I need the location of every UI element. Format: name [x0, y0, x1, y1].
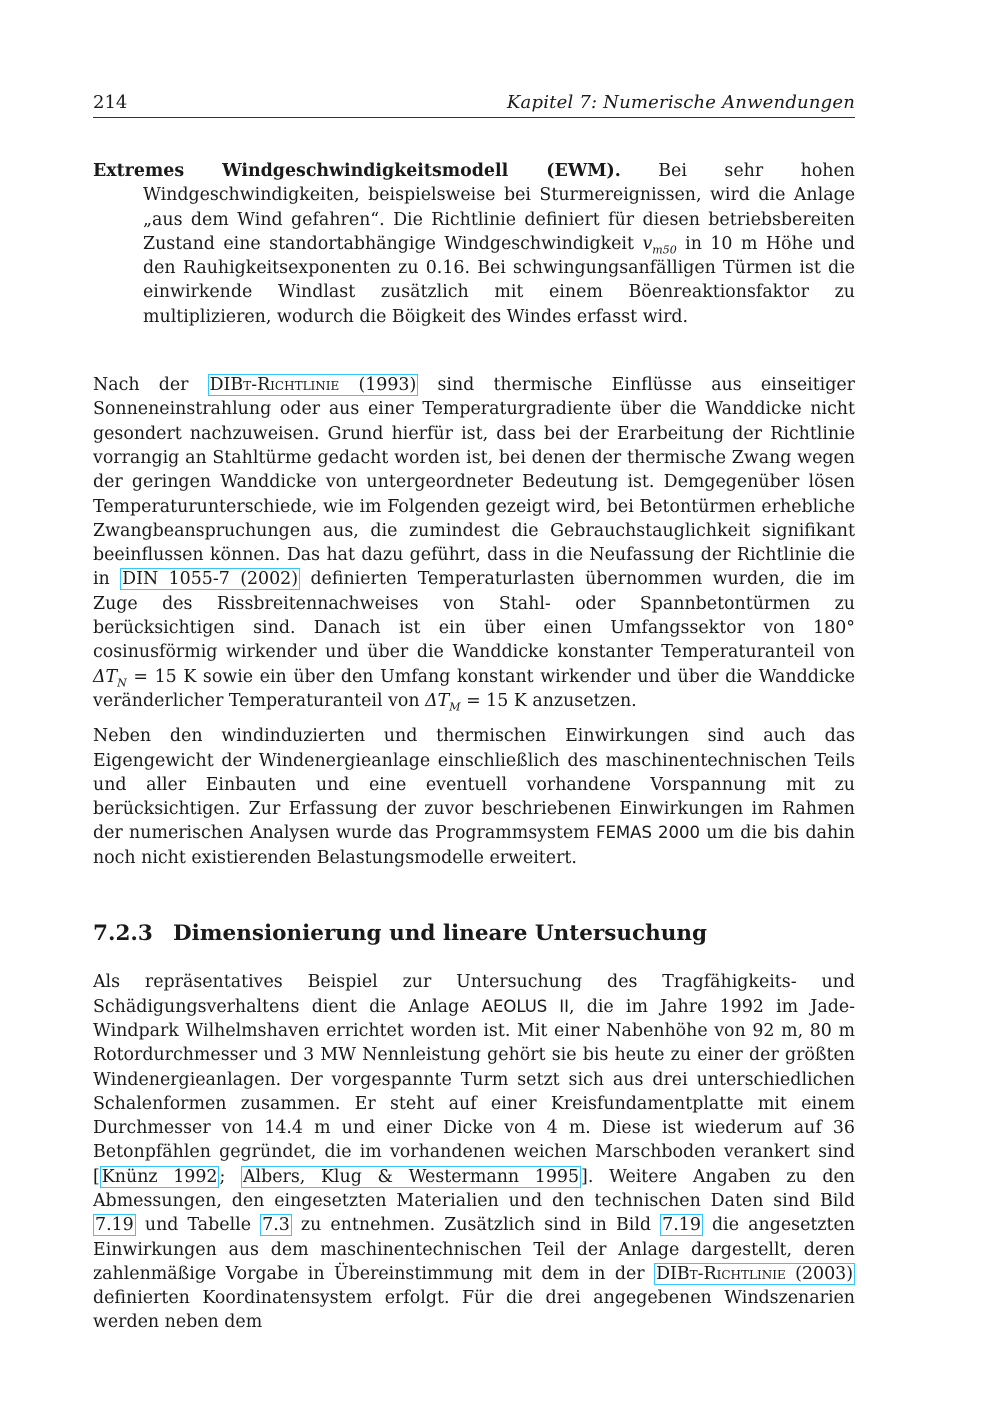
text: = 15 K sowie ein über den Umfang konstant wirkender und über die Wanddicke veränderlicher Temperaturanteil von	[93, 666, 855, 711]
figure-ref-link[interactable]: 7.19	[662, 1215, 701, 1236]
section-heading	[93, 922, 855, 946]
definition-text: in 10 m Höhe und den Rauhigkeitsexponenten zu 0.16. Bei schwingungsanfälligen Türmen ist die einwirkende Windlast zusätzlich mit einem Böenreaktionsfaktor zu multiplizieren, wodurch die Böigkeit des Windes erfasst wird.	[143, 233, 855, 327]
text: ;	[219, 1166, 241, 1187]
paragraph-aeolus	[93, 970, 855, 1334]
citation-link[interactable]: Albers, Klug & Westermann 1995	[242, 1166, 580, 1187]
table-ref-link[interactable]: 7.3	[262, 1215, 290, 1236]
citation-link[interactable]: DIN 1055-7 (2002)	[122, 569, 299, 590]
citation-link[interactable]: DIBt-Richtlinie (2003)	[656, 1263, 853, 1284]
math-subscript: M	[449, 700, 461, 714]
text: definierten Koordinatensystem erfolgt. Für die drei angegebenen Windszenarien werden neben dem	[93, 1288, 855, 1333]
text: . Weitere Angaben zu den Abmessungen, den eingesetzten Materialien und den technischen Daten sind Bild	[93, 1166, 856, 1211]
math-subscript: N	[117, 676, 127, 690]
math-variable: ΔT	[425, 690, 450, 711]
text: definierten Temperaturlasten übernommen wurden, die im Zuge des Rissbreitennachweises von Stahl- oder Spannbetontürmen zu berücksichtigen sind. Danach ist ein über einen Umfangssektor von 180° cosinusförmig wirkender und über die Wanddicke konstanter Temperaturanteil von	[93, 569, 855, 663]
math-subscript: m50	[652, 243, 677, 257]
text: Neben den windinduzierten und thermischen Einwirkungen sind auch das Eigengewicht der Windenergieanlage einschließlich des maschinentechnischen Teils und aller Einbauten und eine eventuell vorhandene Vorspannung mit zu berücksichtigen. Zur Erfassung der zuvor beschriebenen Einwirkungen im Rahmen der numerischen Analysen wurde das Programmsystem	[93, 726, 855, 844]
text: zu entnehmen. Zusätzlich sind in Bild	[291, 1215, 661, 1236]
ewm-definition	[93, 159, 855, 329]
text: = 15 K anzusetzen.	[460, 690, 637, 711]
paragraph-thermal	[93, 373, 855, 713]
paragraph-loads	[93, 724, 855, 870]
text: Als repräsentatives Beispiel zur Untersuchung des Tragfähigkeits- und Schädigungsverhaltens dient die Anlage	[93, 972, 855, 1017]
running-header	[93, 92, 855, 118]
figure-ref-link[interactable]: 7.19	[95, 1215, 134, 1236]
page-number: 214	[93, 92, 128, 113]
bracket: [	[93, 1166, 100, 1187]
section-title: Dimensionierung und lineare Untersuchung	[173, 921, 707, 947]
section-number: 7.2.3	[93, 921, 153, 947]
plant-name: AEOLUS II	[481, 996, 569, 1016]
text: Nach der	[93, 375, 208, 396]
definition-text: Bei sehr hohen Windgeschwindigkeiten, beispielsweise bei Sturmereignissen, wird die Anlage „aus dem Wind gefahren“. Die Richtlinie definiert für diesen betriebsbereiten Zustand eine standortabhängige Windgeschwindigkeit	[143, 161, 856, 254]
text: die angesetzten Einwirkungen aus dem maschinentechnischen Teil der Anlage dargestellt, deren zahlenmäßige Vorgabe in Übereinstimmung mit dem in der	[93, 1215, 855, 1284]
document-page	[93, 92, 855, 1335]
citation-link[interactable]: DIBt-Richtlinie (1993)	[209, 375, 417, 396]
definition-term: Extremes Windgeschwindigkeitsmodell (EWM).	[93, 161, 621, 181]
text: , die im Jahre 1992 im Jade-Windpark Wilhelmshaven errichtet worden ist. Mit einer Nabenhöhe von 92 m, 80 m Rotordurchmesser und 3 MW Nennleistung gehört sie bis heute zu einer der größten Windenergieanlagen. Der vorgespannte Turm setzt sich aus drei unterschiedlichen Schalenformen zusammen. Er steht auf einer Kreisfundamentplatte mit einem Durchmesser von 14.4 m und einer Dicke von 4 m. Diese ist wiederum auf 36 Betonpfählen gegründet, die im vorhandenen weichen Marschboden verankert sind	[93, 996, 855, 1163]
text: um die bis dahin noch nicht existierenden Belastungsmodelle erweitert.	[93, 823, 856, 868]
text: sind thermische Einflüsse aus einseitiger Sonneneinstrahlung oder aus einer Temperaturgradiente über die Wanddicke nicht gesondert nachzuweisen. Grund hierfür ist, dass bei der Erarbeitung der Richtlinie vorrangig an Stahltürme gedacht worden ist, bei denen der thermische Zwang wegen der geringen Wanddicke von untergeordneter Bedeutung ist. Demgegenüber lösen Temperaturunterschiede, wie im Folgenden gezeigt wird, bei Betontürmen erhebliche Zwangbeanspruchungen aus, die zumindest die Gebrauchstauglichkeit signifikant beeinflussen können. Das hat dazu geführt, dass in die Neufassung der Richtlinie die in	[93, 375, 855, 590]
bracket: ]	[581, 1166, 588, 1187]
software-name: FEMAS 2000	[596, 823, 700, 843]
text: und Tabelle	[135, 1215, 261, 1236]
math-variable: ΔT	[93, 666, 118, 687]
math-variable: v	[642, 233, 653, 254]
citation-link[interactable]: Knünz 1992	[101, 1166, 218, 1187]
chapter-title: Kapitel 7: Numerische Anwendungen	[506, 92, 855, 113]
